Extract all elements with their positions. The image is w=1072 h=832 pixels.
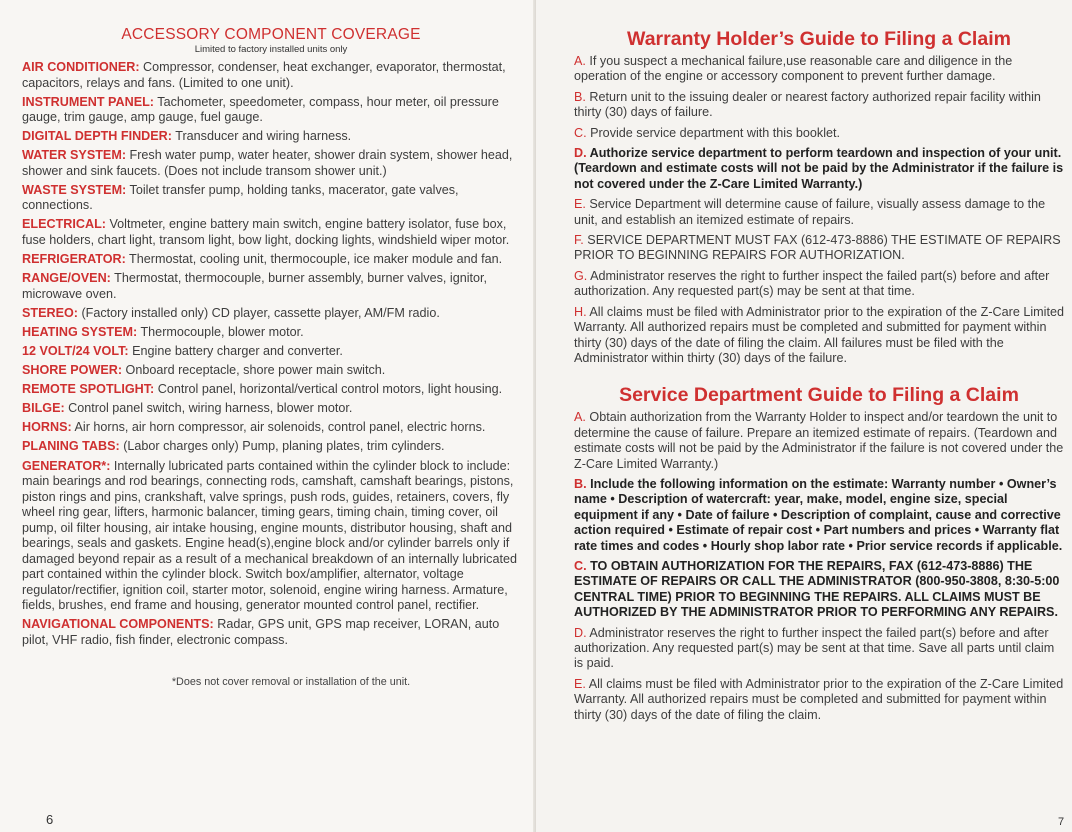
coverage-item-label: PLANING TABS: — [22, 439, 120, 454]
coverage-item — [22, 344, 520, 360]
coverage-item — [22, 271, 520, 302]
step-paragraph — [574, 233, 1064, 264]
step-paragraph — [574, 269, 1064, 300]
step-paragraph — [574, 626, 1064, 672]
coverage-item-text: Radar, GPS unit, GPS map receiver, LORAN, auto pilot, VHF radio, fish finder, electronic compass. — [22, 617, 500, 647]
step-letter: A. — [574, 410, 586, 425]
step-letter: C. — [574, 558, 587, 573]
coverage-item-label: STEREO: — [22, 305, 78, 320]
step-text: SERVICE DEPARTMENT MUST FAX (612-473-8886) THE ESTIMATE OF REPAIRS PRIOR TO BEGINNING REPAIRS FOR AUTHORIZATION. — [574, 233, 1061, 263]
coverage-item-text: Tachometer, speedometer, compass, hour meter, oil pressure gauge, trim gauge, amp gauge, fuel gauge. — [22, 94, 499, 125]
coverage-item-label: HEATING SYSTEM: — [22, 324, 138, 339]
footnote: *Does not cover removal or installation of the unit. — [171, 676, 411, 689]
step-paragraph — [574, 90, 1064, 121]
coverage-item — [22, 363, 520, 379]
step-letter: D. — [574, 625, 587, 640]
page-number-left: 6 — [46, 812, 54, 827]
warranty-holder-steps — [574, 54, 1064, 366]
coverage-item — [22, 252, 520, 268]
coverage-item-text: Voltmeter, engine battery main switch, engine battery isolator, fuse box, fuse holders, chart light, transom light, bow light, docking lights, windshield wiper motor. — [22, 217, 510, 247]
step-letter: B. — [574, 476, 587, 491]
coverage-item-text: Compressor, condenser, heat exchanger, evaporator, thermostat, capacitors, relays and fans. (Limited to one unit). — [22, 60, 506, 90]
coverage-item-label: 12 VOLT/24 VOLT: — [22, 343, 129, 358]
step-letter: G. — [574, 268, 588, 283]
step-paragraph — [574, 677, 1064, 723]
coverage-item — [22, 129, 520, 145]
coverage-item-label: RANGE/OVEN: — [22, 271, 111, 286]
coverage-item — [22, 420, 520, 436]
coverage-item-text: Thermocouple, blower motor. — [137, 324, 304, 339]
step-letter: H. — [574, 304, 587, 319]
step-letter: E. — [574, 197, 586, 212]
coverage-item-text: (Labor charges only) Pump, planing plates, trim cylinders. — [119, 439, 445, 454]
service-department-guide-title: Service Department Guide to Filing a Claim — [619, 384, 1019, 407]
step-text: Obtain authorization from the Warranty Holder to inspect and/or teardown the unit to determine the cause of failure. Prepare an itemized estimate of repairs. (Teardown and estimate costs will not be paid by the Administrator if the failure is not covered under the Z-Care Limited Warranty.) — [574, 410, 1064, 471]
page-number-right: 7 — [1058, 816, 1065, 828]
step-paragraph — [574, 146, 1064, 192]
coverage-item-label: SHORE POWER: — [22, 363, 123, 378]
coverage-list — [22, 60, 520, 648]
step-text: All claims must be filed with Administrator prior to the expiration of the Z-Care Limited Warranty. All authorized repairs must be completed and submitted for payment within thirty (30) days of the date of filing the claim. — [574, 676, 1064, 722]
step-text: If you suspect a mechanical failure,use reasonable care and diligence in the operation of the engine or accessory component to prevent further damage. — [574, 54, 1013, 84]
coverage-item-label: REMOTE SPOTLIGHT: — [22, 382, 155, 397]
step-paragraph — [574, 305, 1064, 367]
step-text: Service Department will determine cause of failure, visually assess damage to the unit, and establish an itemized estimate of repairs. — [574, 197, 1046, 227]
accessory-coverage-subtitle: Limited to factory installed units only — [194, 44, 348, 55]
step-text: Administrator reserves the right to further inspect the failed part(s) before and after authorization. Any requested part(s) may be sent at that time. — [574, 268, 1050, 299]
step-text: All claims must be filed with Administrator prior to the expiration of the Z-Care Limited Warranty. All authorized repairs must be completed and submitted for payment within thirty (30) days of the date of filing the claim. All failures must be filed with the Administrator within thirty (30) days of the failure. — [574, 304, 1064, 365]
coverage-item-text: Internally lubricated parts contained within the cylinder block to include: main bearings and rod bearings, connecting rods, camshaft, camshaft bearings, pistons, piston rings and pins, crankshaft, valve springs, push rods, guides, retainers, covers, fly wheel ring gear, lifters, harmonic balancer, timing gears, timing chain, timing cover, oil pump, oil filter housing, air intake housing, engine mounts, distributor housing, shaft and bearings, seals and gaskets. Engine head(s),engine block and/or cylinder barrels only if damaged beyond repair as a result of a mechanical breakdown of an internally lubricated part contained within the cylinder block. Switch box/amplifier, alternator, voltage regulator/rectifier, ignition coil, starter motor, solenoid, engine wiring harness. Armature, fields, brushes, end frame and housing, generator mounted control panel, rectifier. — [22, 458, 517, 612]
step-paragraph — [574, 197, 1064, 228]
step-letter: E. — [574, 676, 586, 691]
coverage-item-text: Fresh water pump, water heater, shower drain system, shower head, shower and sink faucets. (Does not include transom shower unit.) — [22, 148, 513, 178]
step-paragraph — [574, 477, 1064, 554]
coverage-item — [22, 382, 520, 398]
step-text: Authorize service department to perform teardown and inspection of your unit. (Teardown and estimate costs will not be paid by the Administrator if the failure is not covered under the Z-Care Limited Warranty.) — [574, 146, 1064, 191]
step-paragraph — [574, 410, 1064, 472]
step-paragraph — [574, 559, 1064, 621]
coverage-item-text: Engine battery charger and converter. — [128, 343, 343, 358]
coverage-item-text: Control panel, horizontal/vertical control motors, light housing. — [154, 382, 503, 397]
coverage-item-text: Toilet transfer pump, holding tanks, macerator, gate valves, connections. — [22, 182, 459, 213]
coverage-item-text: (Factory installed only) CD player, cassette player, AM/FM radio. — [77, 305, 440, 320]
step-paragraph — [574, 126, 1064, 141]
warranty-holder-guide-title: Warranty Holder’s Guide to Filing a Claim — [627, 28, 1011, 50]
coverage-item-text: Thermostat, thermocouple, burner assembly, burner valves, ignitor, microwave oven. — [22, 271, 487, 301]
right-page — [536, 0, 1072, 832]
coverage-item-label: AIR CONDITIONER: — [22, 60, 140, 74]
coverage-item-text: Transducer and wiring harness. — [171, 129, 352, 144]
step-text: Provide service department with this booklet. — [586, 125, 840, 140]
step-text: Include the following information on the estimate: Warranty number • Owner’s name • Description of watercraft: year, make, model, engine size, special equipment if any • Date of failure • Description of complaint, cause and corrective action required • Estimate of repair cost • Part numbers and prices • Warranty flat rate times and codes • Hourly shop labor rate • Prior service records if applicable. — [574, 476, 1063, 553]
coverage-item — [22, 95, 520, 126]
coverage-item-label: BILGE: — [22, 401, 65, 416]
step-text: Administrator reserves the right to further inspect the failed part(s) before and after authorization. Any requested part(s) may be sent at that time. Save all parts until claim is paid. — [574, 625, 1055, 671]
coverage-item — [22, 306, 520, 322]
coverage-item-text: Thermostat, cooling unit, thermocouple, ice maker module and fan. — [125, 252, 503, 267]
coverage-item-text: Control panel switch, wiring harness, blower motor. — [64, 401, 353, 416]
coverage-item — [22, 183, 520, 214]
coverage-item-label: DIGITAL DEPTH FINDER: — [22, 129, 172, 144]
coverage-item-label: REFRIGERATOR: — [22, 252, 126, 267]
service-department-steps — [574, 410, 1064, 723]
coverage-item-label: WASTE SYSTEM: — [22, 182, 127, 197]
coverage-item-label: INSTRUMENT PANEL: — [22, 94, 154, 109]
step-text: Return unit to the issuing dealer or nearest factory authorized repair facility within thirty (30) days of failure. — [574, 89, 1041, 120]
coverage-item-label: NAVIGATIONAL COMPONENTS: — [22, 617, 214, 632]
coverage-item — [22, 325, 520, 341]
coverage-item-label: GENERATOR*: — [22, 458, 111, 473]
step-letter: D. — [574, 146, 587, 161]
coverage-item-label: HORNS: — [22, 420, 72, 435]
step-letter: F. — [574, 233, 584, 248]
step-text: TO OBTAIN AUTHORIZATION FOR THE REPAIRS, FAX (612-473-8886) THE ESTIMATE OF REPAIRS OR CALL THE ADMINISTRATOR (800-950-3808, 8:30-5:00 CENTRAL TIME) PRIOR TO BEGINNING THE REPAIRS. ALL CLAIMS MUST BE AUTHORIZED BY THE ADMINISTRATOR PRIOR TO PERFORMING ANY REPAIRS. — [574, 558, 1060, 620]
step-letter: C. — [574, 125, 587, 140]
step-letter: B. — [574, 89, 586, 104]
coverage-item — [22, 217, 520, 248]
step-paragraph — [574, 54, 1064, 85]
coverage-item-text: Air horns, air horn compressor, air solenoids, control panel, electric horns. — [71, 420, 486, 435]
coverage-item-text: Onboard receptacle, shore power main switch. — [122, 363, 386, 378]
coverage-item-label: ELECTRICAL: — [22, 217, 106, 232]
accessory-coverage-title: ACCESSORY COMPONENT COVERAGE — [121, 26, 421, 43]
coverage-item — [22, 617, 520, 648]
coverage-item-label: WATER SYSTEM: — [22, 148, 127, 163]
coverage-item — [22, 60, 520, 91]
step-letter: A. — [574, 54, 586, 68]
coverage-item — [22, 439, 520, 455]
coverage-item — [22, 148, 520, 179]
coverage-item — [22, 459, 520, 614]
coverage-item — [22, 401, 520, 417]
